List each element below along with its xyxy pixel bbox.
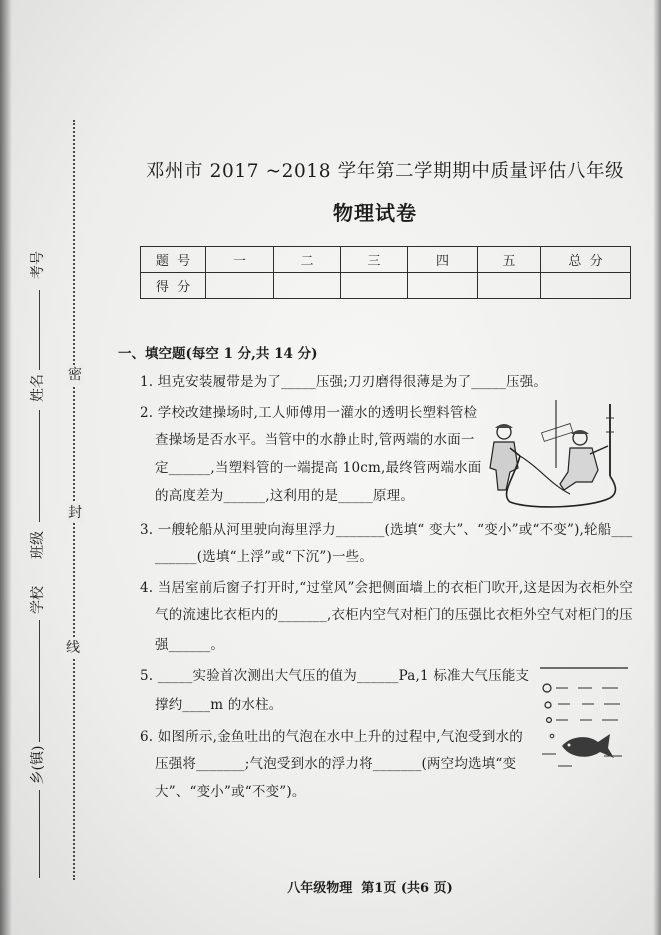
- seal-mark-feng: 封: [68, 505, 82, 521]
- field-blank-line: [39, 410, 40, 522]
- question-4-line-2: 气的流速比衣柜内的_______,衣柜内空气对柜门的压强比衣柜外空气对柜门的压: [155, 607, 633, 623]
- question-2-line-4: 的高度差为______,这利用的是_____原理。: [155, 488, 415, 504]
- score-table-header-cell: 题 号: [141, 247, 206, 273]
- field-township-label: 乡(镇): [30, 745, 46, 785]
- score-row-label: 得 分: [141, 273, 206, 299]
- question-2-line-3: 定______,当塑料管的一端提高 10cm,最终管两端水面: [155, 460, 482, 476]
- page-subtitle: 物理试卷: [333, 201, 417, 225]
- scan-edge-right: [653, 0, 661, 935]
- score-cell: [408, 273, 478, 299]
- score-table-header-row: [141, 247, 631, 273]
- question-3-line-1: 3. 一艘轮船从河里驶向海里浮力_______(选填“ 变大”、“变小”或“不变”),轮船___: [140, 522, 633, 538]
- question-4-line-1: 4. 当居室前后窗子打开时,“过堂风”会把侧面墙上的衣柜门吹开,这是因为衣柜外空: [140, 580, 634, 596]
- score-cell: [206, 273, 274, 299]
- field-name-label: 姓名: [30, 374, 46, 402]
- question-6-line-1: 6. 如图所示,金鱼吐出的气泡在水中上升的过程中,气泡受到水的: [140, 729, 523, 745]
- question-6-line-3: 大”、“变小”或“不变”)。: [155, 784, 306, 800]
- question-4-line-3: 强______。: [155, 637, 225, 653]
- page-footer: 八年级物理 第1页 (共6 页): [287, 881, 453, 896]
- score-cell: [274, 273, 341, 299]
- score-table-header-cell: 一: [206, 247, 274, 273]
- score-table-score-row: [141, 273, 631, 299]
- scan-edge-left: [0, 0, 12, 935]
- score-table-header-cell: 二: [274, 247, 341, 273]
- score-table-header-cell: 总 分: [541, 247, 631, 273]
- field-blank-line: [39, 620, 40, 742]
- question-5-line-2: 撑约____m 的水柱。: [155, 697, 283, 713]
- field-school-label: 学校: [30, 586, 46, 614]
- score-table-header-cell: 三: [341, 247, 408, 273]
- field-blank-line: [39, 790, 40, 878]
- score-cell: [478, 273, 541, 299]
- seal-mark-xian: 线: [66, 640, 80, 656]
- seal-mark-mi: 密: [68, 367, 82, 383]
- score-table: [140, 246, 631, 299]
- field-exam-number-label: 考号: [30, 251, 46, 279]
- seal-dotted-line: [73, 120, 75, 880]
- section-heading: 一、填空题(每空 1 分,共 14 分): [118, 346, 318, 362]
- field-class-label: 班级: [30, 531, 46, 559]
- score-table-header-cell: 四: [408, 247, 478, 273]
- question-3-line-2: ______(选填“上浮”或“下沉”)一些。: [155, 549, 374, 565]
- score-cell: [541, 273, 631, 299]
- question-1-line-1: 1. 坦克安装履带是为了_____压强;刀刃磨得很薄是为了_____压强。: [140, 374, 548, 390]
- question-2-line-2: 查操场是否水平。当管中的水静止时,管两端的水面一: [155, 432, 475, 448]
- score-cell: [341, 273, 408, 299]
- score-table-header-cell: 五: [478, 247, 541, 273]
- page-title: 邓州市 2017 ~2018 学年第二学期期中质量评估八年级: [145, 161, 625, 182]
- question-2-line-1: 2. 学校改建操场时,工人师傅用一灌水的透明长塑料管检: [140, 405, 478, 421]
- question-5-line-1: 5. _____实验首次测出大气压的值为______Pa,1 标准大气压能支: [140, 668, 530, 684]
- question-6-line-2: 压强将_______;气泡受到水的浮力将_______(两空均选填“变: [155, 756, 517, 772]
- field-blank-line: [39, 290, 40, 370]
- water-tube-illustration: [480, 398, 632, 510]
- goldfish-bubbles-figure: [538, 662, 632, 778]
